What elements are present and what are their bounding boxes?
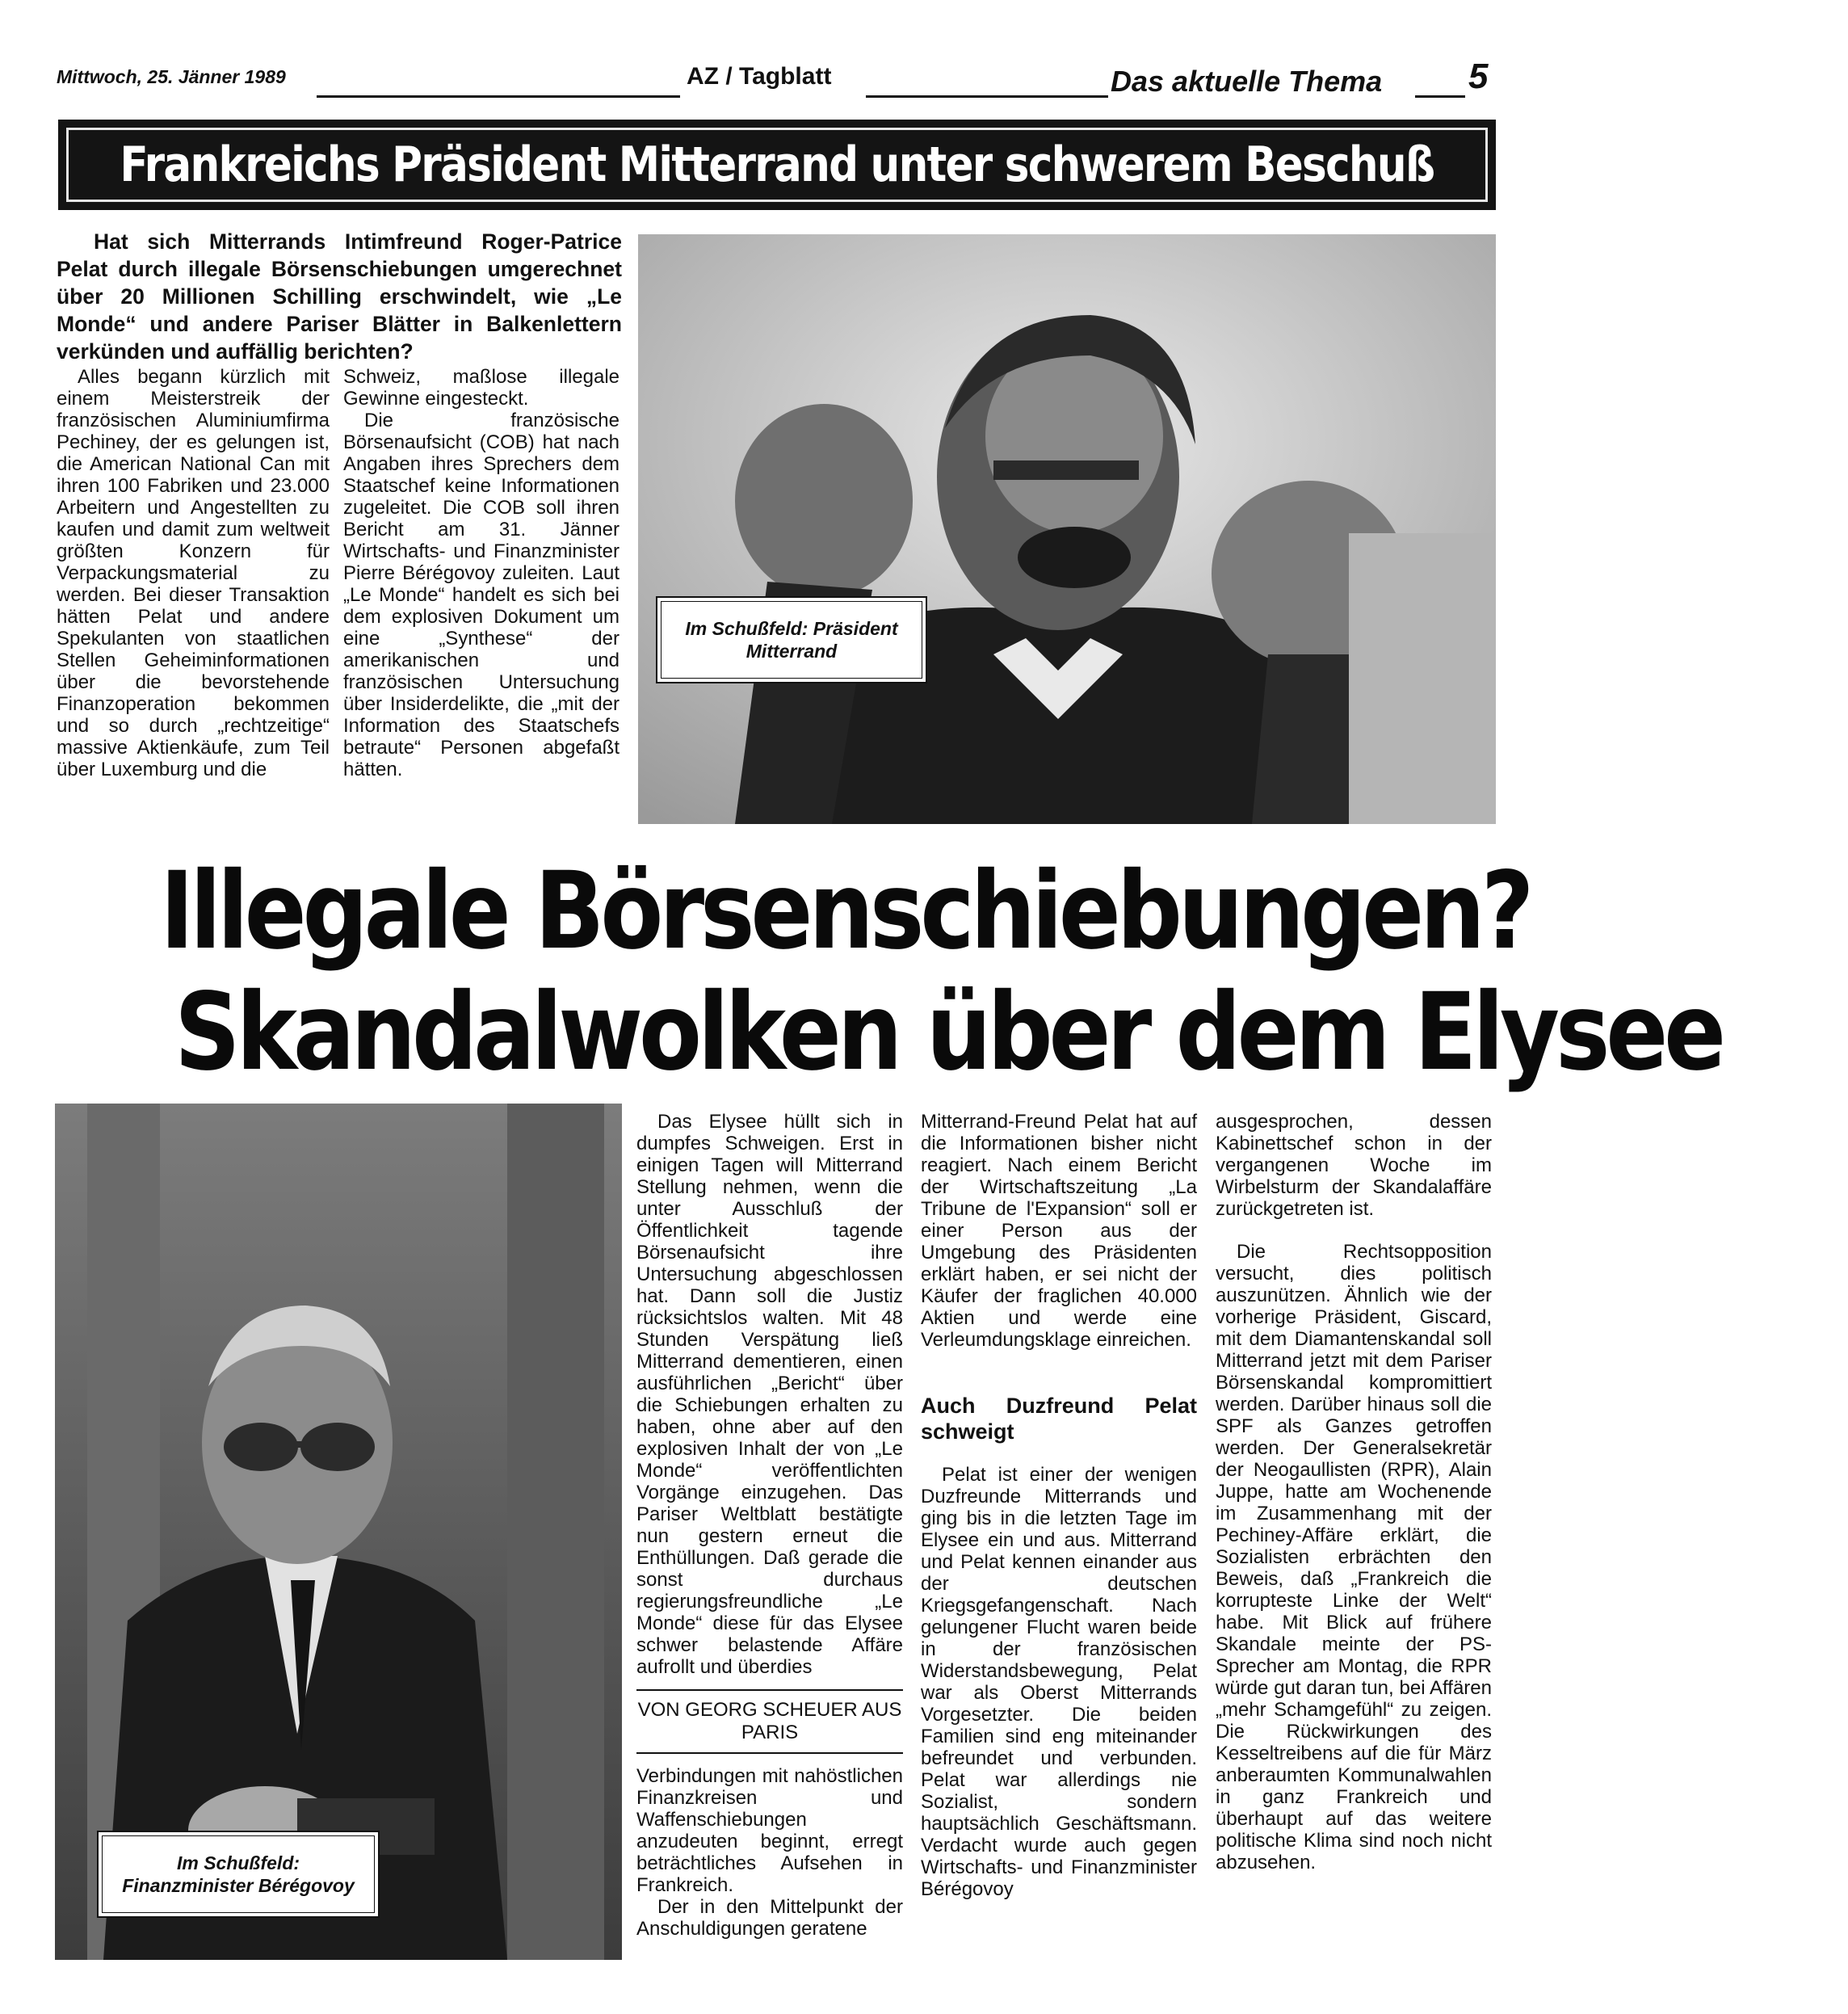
banner-frame xyxy=(66,128,1488,202)
masthead-rule xyxy=(317,95,680,98)
paragraph: Schweiz, maßlose illegale Gewinne eingesteckt. xyxy=(343,366,620,410)
paragraph: Mitterrand-Freund Pelat hat auf die Informationen bisher nicht reagiert. Nach einem Bericht der Wirtschaftszeitung „La Tribune de l'Expansion“ soll er einer Person aus der Umgebung des Präsidenten erklärt haben, er sei nicht der Käufer der fraglichen 40.000 Aktien und werde eine Verleumdungsklage einreichen. xyxy=(921,1111,1197,1351)
paragraph: Die Rechtsopposition versucht, dies politisch auszunützen. Ähnlich wie der vorherige Präsident, Giscard, mit dem Diamantenskandal soll Mitterrand jetzt mit dem Pariser Börsenskandal kompromittiert werden. Darüber hinaus soll die SPF als Ganzes getroffen werden. Der Generalsekretär der Neogaullisten (RPR), Alain Juppe, hatte am Wochenende im Zusammenhang mit der Pechiney-Affäre erklärt, die Sozialisten erbrächten den Beweis, daß „Frankreich die korrupteste Linke der Welt“ habe. Mit Blick auf frühere Skandale meinte der PS-Sprecher am Montag, die RPR würde gut daran tun, bei Affären „mehr Schamgefühl“ zu zeigen. Die Rückwirkungen des Kesseltreibens auf die für März anberaumten Kommunalwahlen in ganz Frankreich und überhaupt auf das weitere politische Klima sind noch nicht abzusehen. xyxy=(1216,1241,1492,1873)
banner-headline: Frankreichs Präsident Mitterrand unter schwerem Beschuß xyxy=(120,137,1434,193)
newspaper-name: AZ / Tagblatt xyxy=(687,63,832,90)
photo-mitterrand xyxy=(638,234,1496,824)
issue-date: Mittwoch, 25. Jänner 1989 xyxy=(57,66,286,87)
paragraph: Das Elysee hüllt sich in dumpfes Schweigen. Erst in einigen Tagen will Mitterrand Stellung nehmen, wenn die unter Ausschluß der Öffentlichkeit tagende Börsenaufsicht ihre Untersuchung abgeschlossen hat. Dann soll die Justiz rücksichtslos walten. Mit 48 Stunden Verspätung ließ Mitterrand dementieren, einen ausführlichen „Bericht“ über die Schiebungen erhalten zu haben, ohne aber auf den explosiven Inhalt der von „Le Monde“ veröffentlichten Vorgänge einzugehen. Das Pariser Weltblatt bestätigte nun gestern erneut die Enthüllungen. Daß gerade die sonst durchaus regierungsfreundliche „Le Monde“ diese für das Elysee schwer belastende Affäre aufrollt und überdies xyxy=(636,1111,903,1678)
main-headline-line-1 xyxy=(48,849,1531,973)
masthead-rule xyxy=(1415,95,1465,98)
section-title: Das aktuelle Thema xyxy=(1111,65,1383,98)
headline-text: Skandalwolken über dem Elysee xyxy=(174,970,1722,1095)
subheading: Auch Duzfreund Pelat schweigt xyxy=(921,1394,1197,1444)
top-column-2 xyxy=(343,366,620,780)
photo-mitterrand-image xyxy=(638,234,1496,824)
author-byline: VON GEORG SCHEUER AUS PARIS xyxy=(636,1689,903,1754)
main-headline-line-2 xyxy=(48,970,1722,1095)
paragraph: Alles begann kürzlich mit einem Meisterstreik der französischen Aluminiumfirma Pechiney, der es gelungen ist, die American National Can mit ihren 100 Fabriken und 23.000 Arbeitern und Angestellten zu kaufen und damit zum weltweit größten Konzern für Verpackungsmaterial zu werden. Bei dieser Transaktion hätten Pelat und andere Spekulanten von staatlichen Stellen Geheiminformationen über die bevorstehende Finanzoperation bekommen und so durch „rechtzeitige“ massive Aktienkäufe, zum Teil über Luxemburg und die xyxy=(57,366,330,780)
caption-text: Im Schußfeld: Präsident Mitterrand xyxy=(661,601,922,679)
photo-caption-bottom xyxy=(97,1831,380,1918)
bottom-column-3 xyxy=(1216,1111,1492,1873)
paragraph: Pelat ist einer der wenigen Duzfreunde Mitterrands und ging bis in die letzten Tage im Elysee ein und aus. Mitterrand und Pelat kennen einander aus der deutschen Kriegsgefangenschaft. Nach gelungener Flucht waren beide in der französischen Widerstandsbewegung, Pelat war als Oberst Mitterrands Vorgesetzter. Die beiden Familien sind eng miteinander befreundet und verbunden. Pelat war allerdings nie Sozialist, sondern hauptsächlich Geschäftsmann. Verdacht wurde auch gegen Wirtschafts- und Finanzminister Bérégovoy xyxy=(921,1464,1197,1900)
paragraph: Die französische Börsenaufsicht (COB) hat nach Angaben ihres Sprechers dem Staatschef keine Informationen zugeleitet. Die COB soll ihren Bericht am 31. Jänner Wirtschafts- und Finanzminister Pierre Bérégovoy zuleiten. Laut „Le Monde“ handelt es sich bei dem explosiven Dokument um eine „Synthese“ der amerikanischen und französischen Untersuchung über Insiderdelikte, die „mit der Information des Staatschefs betraute“ Personen abgefaßt hätten. xyxy=(343,410,620,780)
headline-text: Illegale Börsenschiebungen? xyxy=(160,849,1531,973)
photo-caption-top xyxy=(656,596,927,683)
masthead-rule xyxy=(866,95,1108,98)
bottom-column-1 xyxy=(636,1111,903,1940)
top-banner xyxy=(58,120,1496,210)
page-number: 5 xyxy=(1468,57,1489,96)
photo-beregovoy xyxy=(55,1104,622,1960)
lead-paragraph: Hat sich Mitterrands Intimfreund Roger-Patrice Pelat durch illegale Börsenschiebungen umgerechnet über 20 Millionen Schilling erschwindelt, wie „Le Monde“ und andere Pariser Blätter in Balkenlettern verkünden und auffällig berichten? xyxy=(57,229,622,364)
paragraph: ausgesprochen, dessen Kabinettschef schon in der vergangenen Woche im Wirbelsturm der Skandalaffäre zurückgetreten ist. xyxy=(1216,1111,1492,1220)
top-column-1 xyxy=(57,366,330,780)
caption-text: Im Schußfeld: Finanzminister Bérégovoy xyxy=(102,1835,375,1913)
bottom-column-2 xyxy=(921,1111,1197,1900)
paragraph: Der in den Mittelpunkt der Anschuldigungen geratene xyxy=(636,1896,903,1940)
paragraph: Verbindungen mit nahöstlichen Finanzkreisen und Waffenschiebungen anzudeuten beginnt, erregt beträchtliches Aufsehen in Frankreich. xyxy=(636,1765,903,1896)
